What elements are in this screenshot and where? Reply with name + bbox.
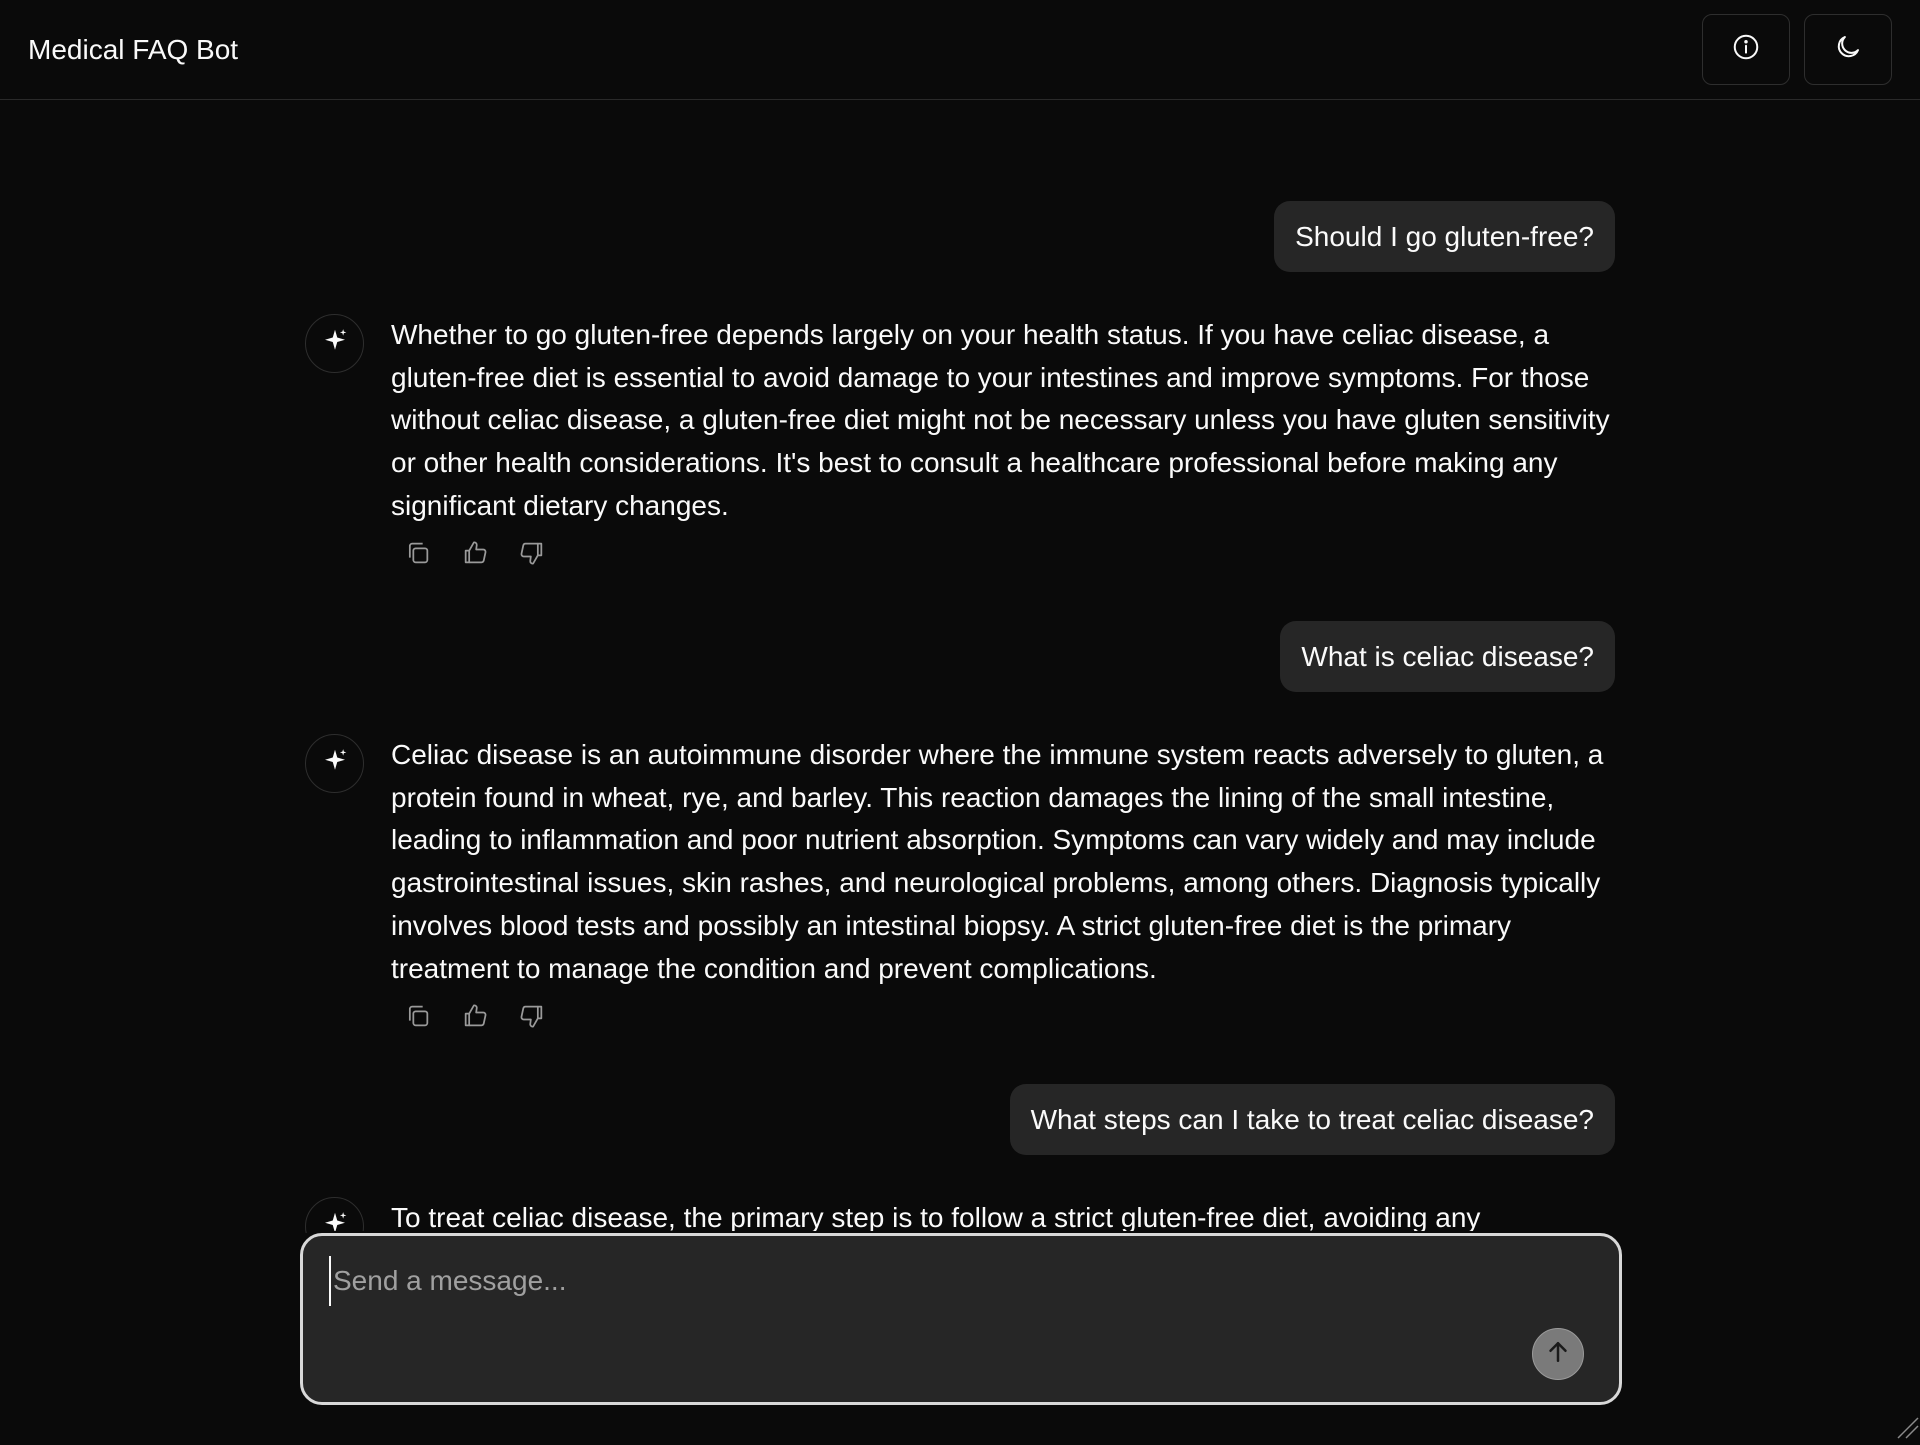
- message-composer: [300, 1233, 1622, 1405]
- sparkle-icon: [320, 1209, 350, 1233]
- copy-icon: [404, 1002, 432, 1030]
- moon-icon: [1833, 32, 1863, 67]
- theme-toggle-button[interactable]: [1804, 14, 1892, 85]
- thumbs-down-button[interactable]: [512, 533, 552, 573]
- sparkle-icon: [320, 326, 350, 361]
- send-button[interactable]: [1532, 1328, 1584, 1380]
- sparkle-icon: [320, 746, 350, 781]
- thumbs-down-icon: [518, 539, 546, 567]
- copy-button[interactable]: [398, 533, 438, 573]
- message-input[interactable]: [329, 1256, 1529, 1306]
- assistant-message: Celiac disease is an autoimmune disorder where the immune system reacts adversely to gluten, a protein found in wheat, rye, and barley. This reaction damages the lining of the small intestine, leading to inflammation and poor nutrient absorption. Symptoms can vary widely and may include gastrointestinal issues, skin rashes, and neurological problems, among others. Diagnosis typically involves blood tests and possibly an intestinal biopsy. A strict gluten-free diet is the primary treatment to manage the condition and prevent complications.: [391, 734, 1621, 990]
- bot-avatar: [305, 1197, 364, 1233]
- app-title: Medical FAQ Bot: [28, 30, 238, 70]
- info-icon: [1731, 32, 1761, 67]
- user-message: What is celiac disease?: [1280, 621, 1615, 692]
- resize-grip[interactable]: [1892, 1412, 1920, 1440]
- copy-icon: [404, 539, 432, 567]
- message-actions: [398, 996, 552, 1036]
- copy-button[interactable]: [398, 996, 438, 1036]
- bot-avatar: [305, 734, 364, 793]
- thumbs-up-button[interactable]: [455, 533, 495, 573]
- message-actions: [398, 533, 552, 573]
- bot-avatar: [305, 314, 364, 373]
- assistant-message: To treat celiac disease, the primary step is to follow a strict gluten-free diet, avoiding any: [391, 1197, 1621, 1233]
- thumbs-down-icon: [518, 1002, 546, 1030]
- chat-transcript[interactable]: [0, 101, 1920, 1233]
- thumbs-up-button[interactable]: [455, 996, 495, 1036]
- arrow-up-icon: [1543, 1337, 1573, 1372]
- info-button[interactable]: [1702, 14, 1790, 85]
- thumbs-down-button[interactable]: [512, 996, 552, 1036]
- thumbs-up-icon: [461, 1002, 489, 1030]
- thumbs-up-icon: [461, 539, 489, 567]
- user-message: What steps can I take to treat celiac disease?: [1010, 1084, 1615, 1155]
- app-header: [0, 0, 1920, 100]
- assistant-message: Whether to go gluten-free depends largely on your health status. If you have celiac disease, a gluten-free diet is essential to avoid damage to your intestines and improve symptoms. For those without celiac disease, a gluten-free diet might not be necessary unless you have gluten sensitivity or other health considerations. It's best to consult a healthcare professional before making any significant dietary changes.: [391, 314, 1621, 528]
- user-message: Should I go gluten-free?: [1274, 201, 1615, 272]
